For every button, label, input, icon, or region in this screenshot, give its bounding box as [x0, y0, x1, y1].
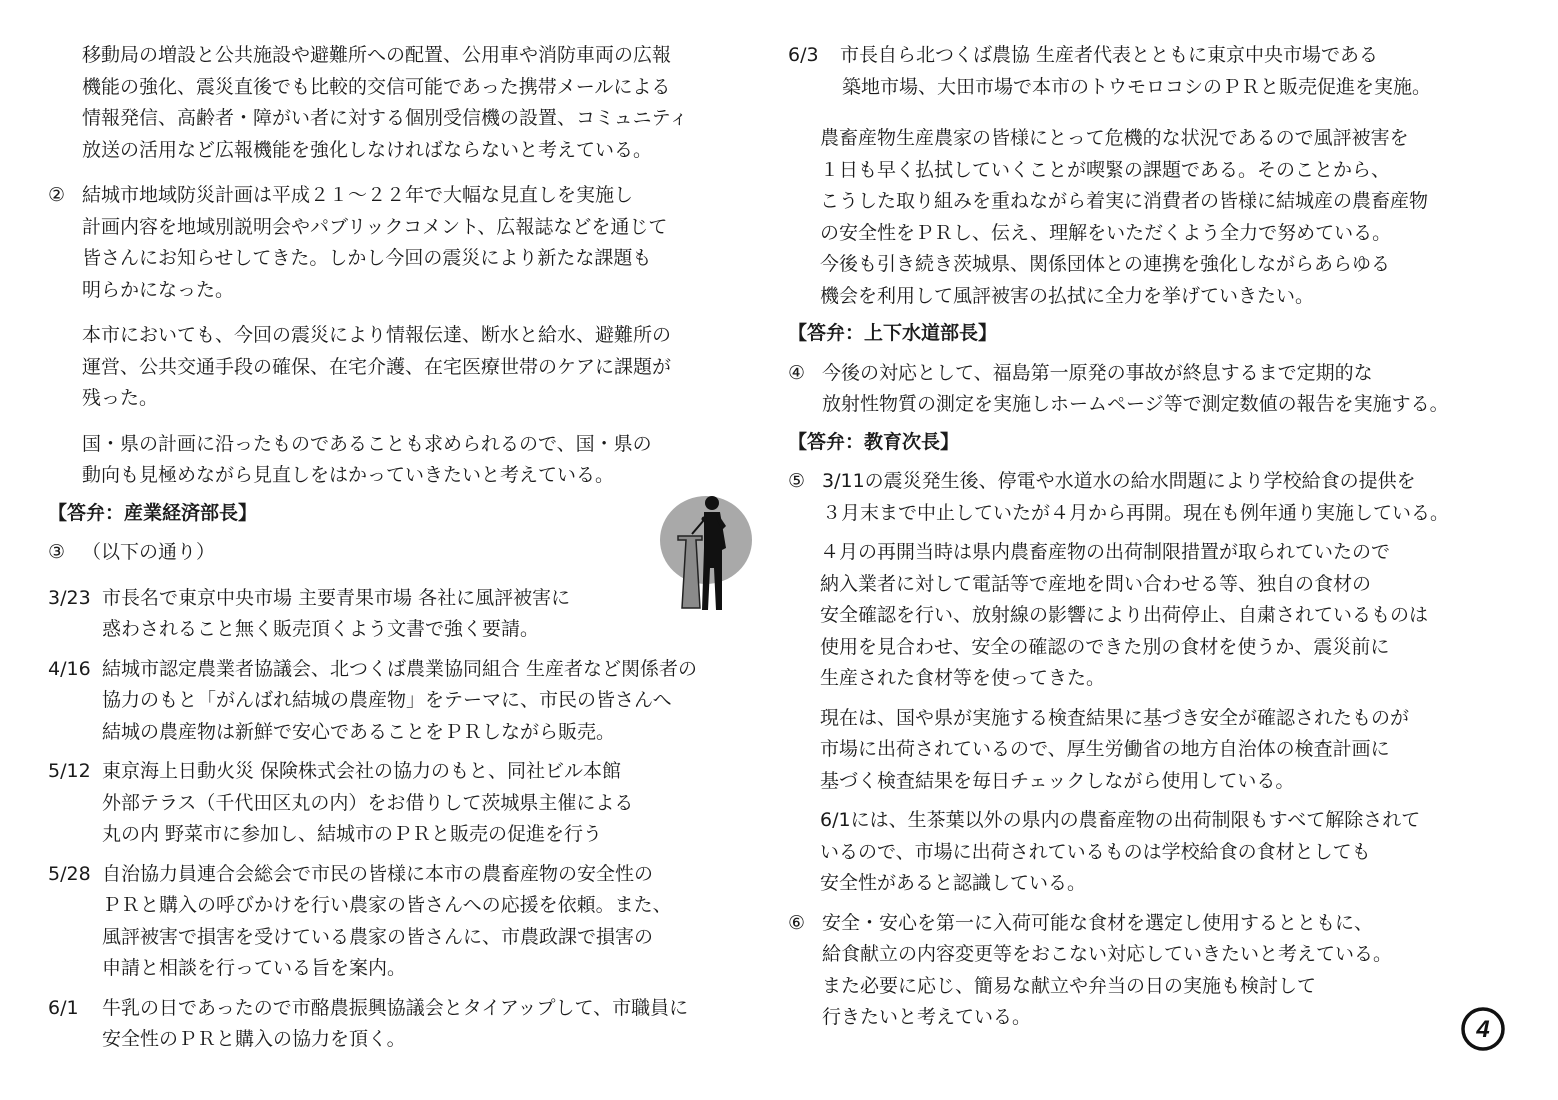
entry-date: 4/16 [48, 657, 91, 680]
text-line: 風評被害で損害を受けている農家の皆さんに、市農政課で損害の [102, 925, 654, 948]
entry-date: 6/3 [788, 44, 819, 66]
text-line: ＰＲと購入の呼びかけを行い農家の皆さんへの応援を依頼。また、 [102, 894, 672, 916]
text-line: 放射性物質の測定を実施しホームページ等で測定数値の報告を実施する。 [822, 393, 1449, 415]
text-line: 使用を見合わせ、安全の確認のできた別の食材を使うか、震災前に [820, 635, 1390, 658]
entry-4-16 [48, 654, 778, 749]
item-text: （以下の通り） [82, 541, 216, 563]
text-line: 明らかになった。 [82, 278, 235, 301]
paragraph-plan [48, 429, 778, 492]
text-line: 市長名で東京中央市場 主要青果市場 各社に風評被害に [102, 586, 571, 609]
text-line: 牛乳の日であったので市酪農振興協議会とタイアップして、市職員に [102, 996, 689, 1019]
text-line: 情報発信、高齢者・障がい者に対する個別受信機の設置、コミュニティ [82, 107, 689, 129]
text-line: 3/11の震災発生後、停電や水道水の給水問題により学校給食の提供を [822, 470, 1416, 492]
entry-5-28 [48, 859, 778, 985]
item-number: ② [48, 184, 66, 206]
text-line: 基づく検査結果を毎日チェックしながら使用している。 [820, 769, 1295, 792]
text-line: 築地市場、大田市場で本市のトウモロコシのＰＲと販売促進を実施。 [842, 75, 1432, 98]
intro-paragraph [48, 40, 778, 166]
entry-date: 5/12 [48, 760, 91, 782]
text-line: 協力のもと「がんばれ結城の農産物」をテーマに、市民の皆さんへ [102, 689, 672, 711]
item-2 [48, 180, 778, 306]
text-line: 本市においても、今回の震災により情報伝達、断水と給水、避難所の [82, 324, 672, 346]
text-line: 安全確認を行い、放射線の影響により出荷停止、自粛されているものは [820, 604, 1429, 626]
item-number: ⑤ [788, 470, 806, 492]
text-line: 安全・安心を第一に入荷可能な食材を選定し使用するとともに、 [822, 911, 1374, 934]
entry-6-1 [48, 993, 778, 1056]
entry-6-3 [788, 40, 1528, 103]
entry-date: 6/1 [48, 996, 79, 1019]
text-line: 動向も見極めながら見直しをはかっていきたいと考えている。 [82, 464, 615, 486]
page-number [1460, 1006, 1506, 1052]
heading-water: 【答弁：上下水道部長】 [788, 322, 998, 344]
paragraph-6-1 [788, 805, 1528, 900]
text-line: 皆さんにお知らせしてきた。しかし今回の震災により新たな課題も [82, 247, 652, 269]
text-line: こうした取り組みを重ねながら着実に消費者の皆様に結城産の農畜産物 [820, 190, 1429, 212]
entry-date: 5/28 [48, 862, 91, 885]
speaker-at-podium-icon [656, 488, 756, 616]
text-line: 市長自ら北つくば農協 生産者代表とともに東京中央市場である [840, 44, 1379, 66]
text-line: 丸の内 野菜市に参加し、結城市のＰＲと販売の促進を行う [102, 823, 603, 845]
text-line: 機能の強化、震災直後でも比較的交信可能であった携帯メールによる [82, 75, 671, 98]
text-line: 市場に出荷されているので、厚生労働省の地方自治体の検査計画に [820, 738, 1390, 760]
text-line: 今後も引き続き茨城県、関係団体との連携を強化しながらあらゆる [820, 253, 1391, 275]
text-line: 惑わされること無く販売頂くよう文書で強く要請。 [102, 618, 540, 640]
item-6 [788, 908, 1528, 1034]
text-line: 東京海上日動火災 保険株式会社の協力のもと、同社ビル本館 [102, 760, 622, 782]
text-line: いるので、市場に出荷されているものは学校給食の食材としても [820, 840, 1371, 863]
text-line: 安全性のＰＲと購入の協力を頂く。 [102, 1028, 406, 1050]
page-number-text: 4 [1476, 1016, 1490, 1043]
text-line: 申請と相談を行っている旨を案内。 [102, 957, 407, 979]
text-line: 残った。 [82, 387, 159, 409]
text-line: ３月末まで中止していたが４月から再開。現在も例年通り実施している。 [822, 501, 1450, 524]
text-line: 自治協力員連合会総会で市民の皆様に本市の農畜産物の安全性の [102, 862, 654, 885]
text-line: の安全性をＰＲし、伝え、理解をいただくよう全力で努めている。 [820, 221, 1392, 244]
text-line: 納入業者に対して電話等で産地を問い合わせる等、独自の食材の [820, 572, 1372, 595]
text-line: 行きたいと考えている。 [822, 1006, 1032, 1028]
item-number: ⑥ [788, 911, 806, 934]
text-line: 結城市認定農業者協議会、北つくば農業協同組合 生産者など関係者の [102, 657, 698, 680]
item-5 [788, 466, 1528, 529]
paragraph-april [788, 537, 1528, 695]
paragraph-livestock [788, 123, 1528, 312]
text-line: 国・県の計画に沿ったものであることも求められるので、国・県の [82, 432, 652, 455]
paragraph-now [788, 703, 1528, 798]
paragraph-issues [48, 320, 778, 415]
text-line: 運営、公共交通手段の確保、在宅介護、在宅医療世帯のケアに課題が [82, 355, 672, 378]
text-line: また必要に応じ、簡易な献立や弁当の日の実施も検討して [822, 974, 1317, 997]
text-line: 機会を利用して風評被害の払拭に全力を挙げていきたい。 [820, 284, 1315, 307]
text-line: 放送の活用など広報機能を強化しなければならないと考えている。 [82, 138, 653, 161]
text-line: 結城市地域防災計画は平成２１～２２年で大幅な見直しを実施し [82, 184, 634, 206]
text-line: 給食献立の内容変更等をおこない対応していきたいと考えている。 [822, 943, 1393, 965]
text-line: 外部テラス（千代田区丸の内）をお借りして茨城県主催による [102, 791, 634, 814]
heading-industry: 【答弁：産業経済部長】 [48, 501, 258, 524]
entry-5-12 [48, 756, 778, 851]
text-line: 現在は、国や県が実施する検査結果に基づき安全が確認されたものが [820, 706, 1410, 729]
text-line: 今後の対応として、福島第一原発の事故が終息するまで定期的な [822, 361, 1373, 384]
text-line: 結城の農産物は新鮮で安心であることをＰＲしながら販売。 [102, 720, 616, 743]
item-number: ④ [788, 361, 806, 384]
entry-date: 3/23 [48, 586, 91, 609]
text-line: １日も早く払拭していくことが喫緊の課題である。そのことから、 [820, 158, 1391, 181]
text-line: 6/1には、生茶葉以外の県内の農畜産物の出荷制限もすべて解除されて [820, 809, 1421, 831]
item-number: ③ [48, 541, 66, 563]
text-line: 計画内容を地域別説明会やパブリックコメント、広報誌などを通じて [82, 215, 668, 238]
heading-education: 【答弁：教育次長】 [788, 430, 960, 453]
text-line: 移動局の増設と公共施設や避難所への配置、公用車や消防車両の広報 [82, 44, 672, 66]
text-line: 生産された食材等を使ってきた。 [820, 667, 1106, 689]
text-line: ４月の再開当時は県内農畜産物の出荷制限措置が取られていたので [820, 541, 1391, 563]
item-4 [788, 358, 1528, 421]
text-line: 農畜産物生産農家の皆様にとって危機的な状況であるので風評被害を [820, 127, 1409, 149]
right-column [788, 40, 1528, 1034]
text-line: 安全性があると認識している。 [820, 872, 1087, 894]
